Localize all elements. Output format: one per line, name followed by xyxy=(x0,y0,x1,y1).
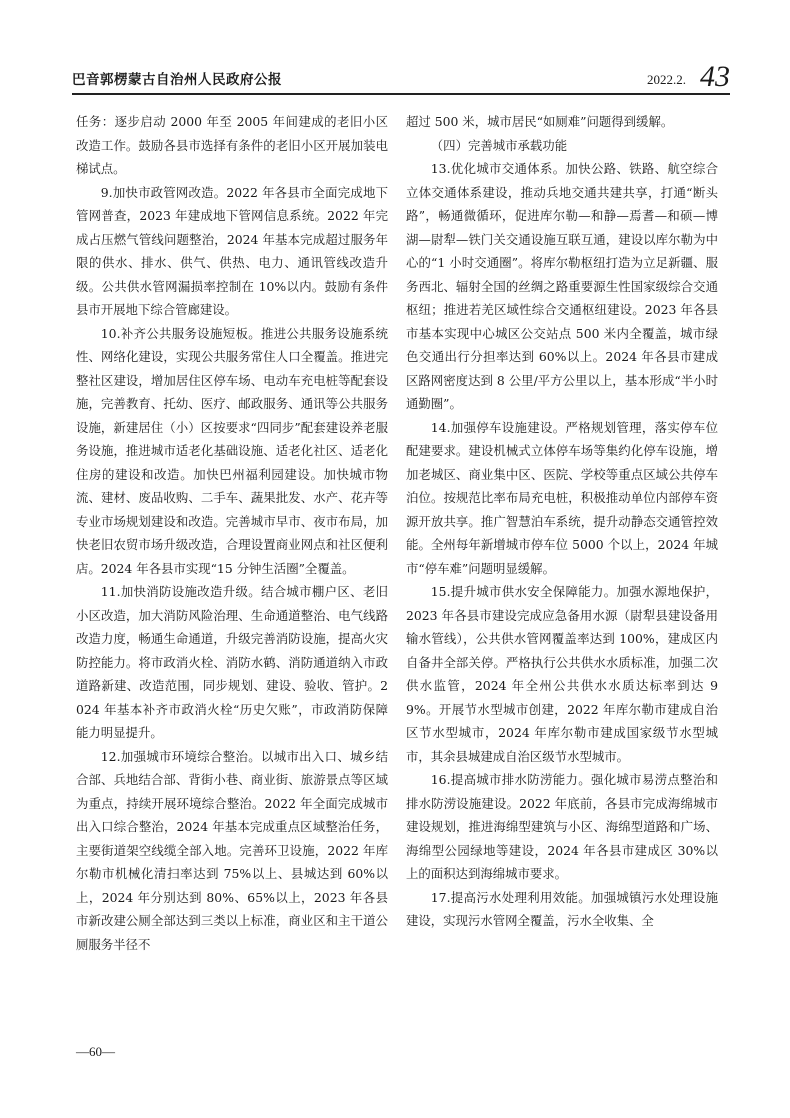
issue-date: 2022.2. xyxy=(647,72,686,87)
page-header xyxy=(72,50,730,94)
page-number: —60— xyxy=(76,1044,115,1059)
paragraph: 10.补齐公共服务设施短板。推进公共服务设施系统性、网络化建设，实现公共服务常住人口全覆盖。推进完整社区建设，增加居住区停车场、电动车充电桩等配套设施，完善教育、托幼、医疗、邮政服务、通讯等公共服务设施，新建居住（小）区按要求“四同步”配套建设养老服务设施，推进城市适老化基础设施、适老化社区、适老化住房的建设和改造。加快巴州福利园建设。加快城市物流、建材、废品收购、二手车、蔬果批发、水产、花卉等专业市场规划建设和改造。完善城市早市、夜市布局，加快老旧农贸市场升级改造，合理设置商业网点和社区便利店。2024 年各县市实现“15 分钟生活圈”全覆盖。 xyxy=(76,325,388,576)
header-rule xyxy=(72,93,730,95)
paragraph: 15.提升城市供水安全保障能力。加强水源地保护，2023 年各县市建设完成应急备用水源（尉犁县建设备用输水管线），公共供水管网覆盖率达到 100%，建成区内自备井全部关停。严格执行公共供水水质标准，加强二次供水监管，2024 年全州公共供水水质达标率到达 99%。开展节水型城市创建，2022 年库尔勒市建成自治区节水型城市，2024 年库尔勒市建成国家级节水型城市，其余县城建成自治区级节水型城市。 xyxy=(406,584,718,764)
paragraph: 13.优化城市交通体系。加快公路、铁路、航空综合立体交通体系建设，推动兵地交通共建共享，打通“断头路”，畅通微循环，促进库尔勒—和静—焉耆—和硕—博湖—尉犁—铁门关交通设施互联互通，建设以库尔勒为中心的“1 小时交通圈”。将库尔勒枢纽打造为立足新疆、服务西北、辐射全国的丝绸之路重要源生性国家级综合交通枢纽；推进若羌区域性综合交通枢纽建设。2023 年各县市基本实现中心城区公交站点 500 米内全覆盖，城市绿色交通出行分担率达到 60%以上。2024 年各县市建成区路网密度达到 8 公里/平方公里以上，基本形成“半小时通勤圈”。 xyxy=(406,161,718,411)
paragraph: 超过 500 米，城市居民“如厕难”问题得到缓解。 xyxy=(406,114,674,129)
left-column xyxy=(76,110,388,1030)
issue-page-number: 43 xyxy=(700,60,730,93)
paragraph: 16.提高城市排水防涝能力。强化城市易涝点整治和排水防涝设施建设。2022 年底前，各县市完成海绵城市建设规划，推进海绵型建筑与小区、海绵型道路和广场、海绵型公园绿地等建设，2024 年各县市建成区 30%以上的面积达到海绵城市要求。 xyxy=(406,772,718,881)
publication-title: 巴音郭楞蒙古自治州人民政府公报 xyxy=(72,72,282,88)
paragraph: 14.加强停车设施建设。严格规划管理，落实停车位配建要求。建设机械式立体停车场等集约化停车设施，增加老城区、商业集中区、医院、学校等重点区域公共停车泊位。按规范比率布局充电桩，积极推动单位内部停车资源开放共享。推广智慧泊车系统，提升动静态交通管控效能。全州每年新增城市停车位 5000 个以上，2024 年城市“停车难”问题明显缓解。 xyxy=(406,419,718,576)
paragraph: 17.提高污水处理利用效能。加强城镇污水处理设施建设，实现污水管网全覆盖，污水全收集、全 xyxy=(406,889,718,928)
paragraph: 任务：逐步启动 2000 年至 2005 年间建成的老旧小区改造工作。鼓励各县市选择有条件的老旧小区开展加装电梯试点。 xyxy=(76,114,388,176)
paragraph: 12.加强城市环境综合整治。以城市出入口、城乡结合部、兵地结合部、背街小巷、商业街、旅游景点等区域为重点，持续开展环境综合整治。2022 年全面完成城市出入口综合整治，2024 年基本完成重点区域整治任务，主要街道架空线缆全部入地。完善环卫设施，2022 年库尔勒市机械化清扫率达到 75%以上、县城达到 60%以上，2024 年分别达到 80%、65%以上，2023 年各县市新改建公厕全部达到三类以上标准，商业区和主干道公厕服务半径不 xyxy=(76,748,388,952)
paragraph: 9.加快市政管网改造。2022 年各县市全面完成地下管网普查，2023 年建成地下管网信息系统。2022 年完成占压燃气管线问题整治，2024 年基本完成超过服务年限的供水、排水、供气、供热、电力、通讯管线改造升级。公共供水管网漏损率控制在 10%以内。鼓励有条件县市开展地下综合管廊建设。 xyxy=(76,184,388,317)
article-body xyxy=(76,110,718,1030)
paragraph: 11.加快消防设施改造升级。结合城市棚户区、老旧小区改造，加大消防风险治理、生命通道整治、电气线路改造力度，畅通生命通道，升级完善消防设施，提高火灾防控能力。将市政消火栓、消防水鹤、消防通道纳入市政道路新建、改造范围，同步规划、建设、验收、管护。2024 年基本补齐市政消火栓“历史欠账”，市政消防保障能力明显提升。 xyxy=(76,584,388,740)
right-column xyxy=(406,110,718,1030)
section-heading: （四）完善城市承载功能 xyxy=(430,137,568,153)
